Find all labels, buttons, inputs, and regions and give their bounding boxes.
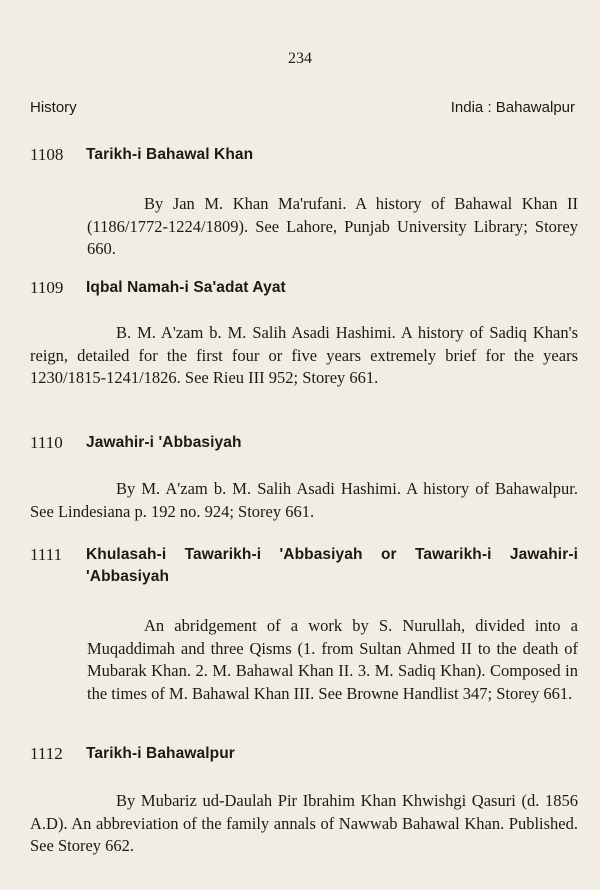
entry-number: 1110 bbox=[30, 433, 63, 452]
running-header-section: History bbox=[30, 99, 77, 116]
entry-1112 bbox=[30, 743, 578, 858]
entry-body: By Jan M. Khan Ma'rufani. A history of Bahawal Khan II (1186/1772-1224/1809). See Lahore, Punjab University Library; Storey 660. bbox=[87, 194, 578, 258]
entry-number: 1108 bbox=[30, 145, 64, 164]
entry-number: 1111 bbox=[30, 545, 63, 564]
entry-body: By Mubariz ud-Daulah Pir Ibrahim Khan Khwishgi Qasuri (d. 1856 A.D). An abbreviation of the family annals of Nawwab Bahawal Khan. Published. See Storey 662. bbox=[30, 791, 578, 855]
entry-body: An abridgement of a work by S. Nurullah, divided into a Muqaddimah and three Qisms (1. from Sultan Ahmed II to the death of Mubarak Khan. 2. M. Bahawal Khan II. 3. M. Sadiq Khan). Composed in the times of M. Bahawal Khan III. See Browne Handlist 347; Storey 661. bbox=[87, 616, 578, 703]
entry-title: Tarikh-i Bahawal Khan bbox=[86, 146, 254, 163]
entry-number: 1109 bbox=[30, 278, 64, 297]
entry-1108 bbox=[30, 144, 578, 261]
entry-1110 bbox=[30, 432, 578, 523]
entry-title: Iqbal Namah-i Sa'adat Ayat bbox=[86, 279, 286, 296]
entry-1111 bbox=[30, 544, 578, 705]
entry-body: By M. A'zam b. M. Salih Asadi Hashimi. A history of Bahawalpur. See Lindesiana p. 192 no. 924; Storey 661. bbox=[30, 479, 578, 521]
page-number: 234 bbox=[288, 50, 312, 67]
entry-number: 1112 bbox=[30, 744, 63, 763]
running-header-region: India : Bahawalpur bbox=[450, 99, 575, 116]
entry-body: B. M. A'zam b. M. Salih Asadi Hashimi. A history of Sadiq Khan's reign, detailed for the first four or five years extremely brief for the years 1230/1815-1241/1826. See Rieu III 952; Storey 661. bbox=[30, 323, 578, 387]
entry-title: Jawahir-i 'Abbasiyah bbox=[86, 434, 242, 451]
entry-1109 bbox=[30, 277, 578, 390]
entry-title: Khulasah-i Tawarikh-i 'Abbasiyah or Tawarikh-i Jawahir-i 'Abbasiyah bbox=[86, 546, 578, 585]
entry-title: Tarikh-i Bahawalpur bbox=[86, 745, 235, 762]
